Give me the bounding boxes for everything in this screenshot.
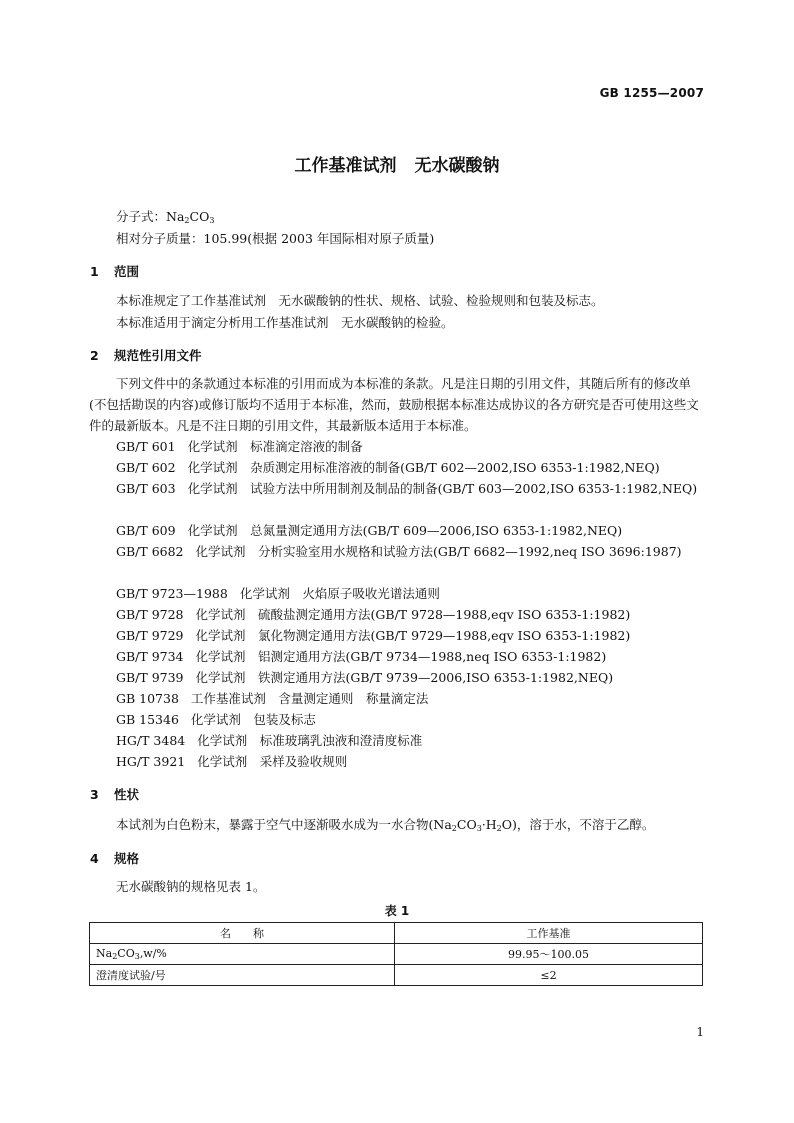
reference-text: 化学试剂 铝测定通用方法(GB/T 9734—1988,neq ISO 6353-1:1982) xyxy=(195,649,607,664)
reference-text: 化学试剂 杂质测定用标准溶液的制备(GB/T 602—2002,ISO 6353-1:1982,NEQ) xyxy=(187,460,660,475)
reference-code: GB/T 9728 xyxy=(116,607,184,622)
reference-text: 化学试剂 铁测定通用方法(GB/T 9739—2006,ISO 6353-1:1982,NEQ) xyxy=(195,670,614,685)
formula-sub-2: 2 xyxy=(184,216,190,225)
section-title: 规格 xyxy=(114,851,140,866)
spec-table xyxy=(89,922,703,986)
reference-code: GB/T 9734 xyxy=(116,649,184,664)
reference-item xyxy=(89,751,707,772)
reference-code: HG/T 3484 xyxy=(116,733,186,748)
title-part-2: 无水碳酸钠 xyxy=(414,156,500,176)
reference-item xyxy=(89,625,707,646)
page-number: 1 xyxy=(696,1025,704,1039)
molar-mass: 相对分子质量：105.99(根据 2003 年国际相对原子质量) xyxy=(116,231,435,246)
section-number: 3 xyxy=(90,787,99,802)
table-header-name: 名 称 xyxy=(90,923,395,944)
cell-sub: 2 xyxy=(112,952,118,961)
section-title: 规范性引用文件 xyxy=(114,348,202,363)
reference-text: 化学试剂 氯化物测定通用方法(GB/T 9729—1988,eqv ISO 6353-1:1982) xyxy=(195,628,631,643)
table-header-value: 工作基准 xyxy=(395,923,703,944)
table-cell-value: 99.95～100.05 xyxy=(395,944,703,965)
reference-code: GB/T 9739 xyxy=(116,670,184,685)
formula-na: Na xyxy=(166,209,185,224)
section-title: 性状 xyxy=(114,787,140,802)
reference-code: GB/T 6682 xyxy=(116,544,184,559)
reference-item xyxy=(89,520,707,541)
molecular-formula xyxy=(116,207,214,225)
reference-item xyxy=(89,583,707,604)
reference-text: 工作基准试剂 含量测定通则 称量滴定法 xyxy=(190,691,429,706)
section-number: 4 xyxy=(90,851,99,866)
section-number: 2 xyxy=(90,348,99,363)
properties-text: 本试剂为白色粉末，暴露于空气中逐渐吸水成为一水合物(Na xyxy=(116,817,452,832)
title-part-1: 工作基准试剂 xyxy=(294,156,397,176)
reference-text: 化学试剂 标准玻璃乳浊液和澄清度标准 xyxy=(197,733,423,748)
reference-code: GB/T 9729 xyxy=(116,628,184,643)
document-title xyxy=(0,151,794,176)
reference-item xyxy=(89,688,707,709)
reference-text: 化学试剂 标准滴定溶液的制备 xyxy=(187,439,363,454)
table-cell-name xyxy=(90,944,395,965)
table-row xyxy=(90,944,703,965)
table-header-row xyxy=(90,923,703,944)
table-cell-name: 澄清度试验/号 xyxy=(90,965,395,986)
properties-paragraph xyxy=(116,815,654,833)
formula-label: 分子式： xyxy=(116,209,167,224)
properties-text: CO xyxy=(456,817,477,832)
section-heading-4 xyxy=(90,849,139,867)
section-number: 1 xyxy=(90,264,99,279)
properties-text: ·H xyxy=(481,817,497,832)
reference-item xyxy=(89,730,707,751)
reference-item xyxy=(89,709,707,730)
section-title: 范围 xyxy=(114,264,140,279)
scope-paragraph-1: 本标准规定了工作基准试剂 无水碳酸钠的性状、规格、试验、检验规则和包装及标志。 xyxy=(116,293,604,308)
standard-number: GB 1255—2007 xyxy=(599,86,704,100)
section-heading-3 xyxy=(90,785,139,803)
reference-text: 化学试剂 火焰原子吸收光谱法通则 xyxy=(239,586,440,601)
reference-code: GB/T 609 xyxy=(116,523,176,538)
scope-paragraph-2: 本标准适用于滴定分析用工作基准试剂 无水碳酸钠的检验。 xyxy=(116,315,454,330)
reference-item xyxy=(89,436,707,457)
section-heading-2 xyxy=(90,346,202,364)
section-heading-1 xyxy=(90,262,139,280)
reference-text: 化学试剂 采样及验收规则 xyxy=(197,754,348,769)
reference-item xyxy=(89,604,707,625)
reference-code: GB/T 601 xyxy=(116,439,176,454)
reference-text: 化学试剂 试验方法中所用制剂及制品的制备(GB/T 603—2002,ISO 6353-1:1982,NEQ) xyxy=(187,481,698,496)
reference-item xyxy=(89,541,707,562)
reference-text: 化学试剂 总氮量测定通用方法(GB/T 609—2006,ISO 6353-1:1982,NEQ) xyxy=(187,523,623,538)
reference-text: 化学试剂 分析实验室用水规格和试验方法(GB/T 6682—1992,neq ISO 3696:1987) xyxy=(195,544,682,559)
reference-item xyxy=(89,457,707,478)
reference-item xyxy=(89,478,707,499)
properties-sub: 2 xyxy=(496,824,502,833)
reference-code: GB/T 602 xyxy=(116,460,176,475)
properties-sub: 2 xyxy=(451,824,457,833)
formula-co: CO xyxy=(189,209,210,224)
reference-code: HG/T 3921 xyxy=(116,754,186,769)
cell-text: Na xyxy=(96,947,113,960)
properties-text: O)，溶于水，不溶于乙醇。 xyxy=(501,817,655,832)
formula-sub-3: 3 xyxy=(209,216,215,225)
reference-item xyxy=(89,646,707,667)
references-intro: 下列文件中的条款通过本标准的引用而成为本标准的条款。凡是注日期的引用文件，其随后所有的修改单(不包括勘误的内容)或修订版均不适用于本标准，然而，鼓励根据本标准达成协议的各方研究是否可使用这些文件的最新版本。凡是不注日期的引用文件，其最新版本适用于本标准。 xyxy=(89,376,699,433)
cell-sub: 3 xyxy=(134,952,140,961)
cell-text: CO xyxy=(117,947,135,960)
reference-code: GB/T 603 xyxy=(116,481,176,496)
spec-intro: 无水碳酸钠的规格见表 1。 xyxy=(116,879,266,894)
reference-text: 化学试剂 包装及标志 xyxy=(190,712,316,727)
reference-code: GB 15346 xyxy=(116,712,179,727)
properties-sub: 3 xyxy=(476,824,482,833)
table-caption: 表 1 xyxy=(384,904,410,918)
reference-text: 化学试剂 硫酸盐测定通用方法(GB/T 9728—1988,eqv ISO 6353-1:1982) xyxy=(195,607,631,622)
table-cell-value: ≤2 xyxy=(395,965,703,986)
reference-item xyxy=(89,667,707,688)
reference-code: GB/T 9723—1988 xyxy=(116,586,228,601)
reference-code: GB 10738 xyxy=(116,691,179,706)
table-row xyxy=(90,965,703,986)
cell-text: ,w/% xyxy=(139,947,167,960)
